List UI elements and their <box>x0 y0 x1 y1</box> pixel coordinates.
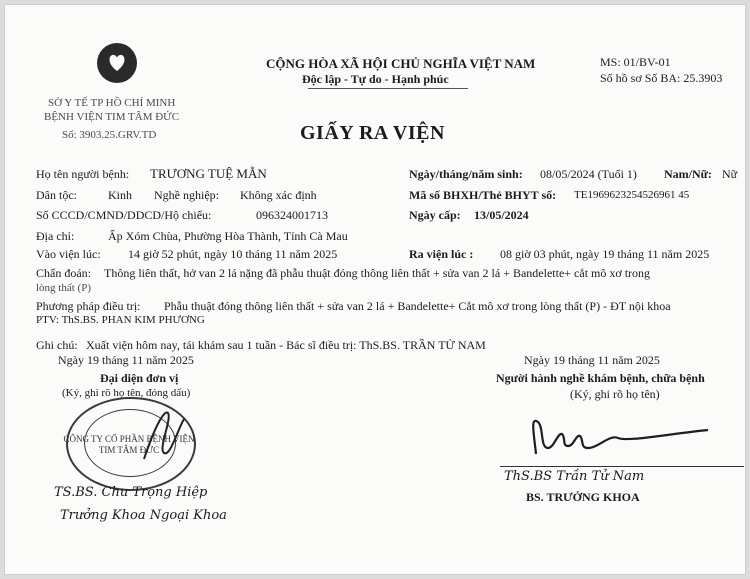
diagnosis-label: Chẩn đoán: <box>36 266 91 280</box>
discharge-paper <box>4 4 746 575</box>
nation-heading: CỘNG HÒA XÃ HỘI CHỦ NGHĨA VIỆT NAM <box>266 56 536 71</box>
ethnic-value: Kinh <box>108 188 132 202</box>
motto: Độc lập - Tự do - Hạnh phúc <box>302 72 449 86</box>
left-sign-date: Ngày 19 tháng 11 năm 2025 <box>58 353 194 367</box>
insurance-value: TE1969623254526961 45 <box>574 189 690 201</box>
sex-value: Nữ <box>722 167 738 181</box>
issue-date-label: Ngày cấp: <box>409 208 461 222</box>
job-value: Không xác định <box>240 188 317 202</box>
id-value: 096324001713 <box>256 208 328 222</box>
heart-logo-icon <box>96 42 138 84</box>
page-title: GIẤY RA VIỆN <box>300 122 445 144</box>
address-label: Địa chỉ: <box>36 229 75 243</box>
record-number: Số hồ sơ Số BA: 25.3903 <box>600 71 723 85</box>
right-sign-title: Người hành nghề khám bệnh, chữa bệnh <box>496 371 705 385</box>
right-signature-mark <box>518 404 718 466</box>
discharge-label: Ra viện lúc : <box>409 247 474 261</box>
left-signer-name: TS.BS. Chu Trọng Hiệp <box>54 485 208 500</box>
left-signer-role: Trưởng Khoa Ngoại Khoa <box>60 508 227 523</box>
insurance-label: Mã số BHXH/Thẻ BHYT số: <box>409 188 557 202</box>
name-label: Họ tên người bệnh: <box>36 167 130 181</box>
admit-label: Vào viện lúc: <box>36 247 101 261</box>
org-line-1: SỞ Y TẾ TP HỒ CHÍ MINH <box>48 97 176 109</box>
job-label: Nghề nghiệp: <box>154 188 219 202</box>
org-line-2: BỆNH VIỆN TIM TÂM ĐỨC <box>44 111 180 123</box>
ethnic-label: Dân tộc: <box>36 188 77 202</box>
discharge-value: 08 giờ 03 phút, ngày 19 tháng 11 năm 2025 <box>500 247 710 261</box>
sex-label: Nam/Nữ: <box>664 167 712 181</box>
dob-value: 08/05/2024 (Tuổi 1) <box>540 167 637 181</box>
document-number: Số: 3903.25.GRV.TD <box>62 129 157 141</box>
method-label: Phương pháp điều trị: <box>36 299 141 313</box>
admit-value: 14 giờ 52 phút, ngày 10 tháng 11 năm 2025 <box>128 247 338 261</box>
diagnosis-value: Thông liên thất, hở van 2 lá nặng đã phẫu thuật đóng thông liên thất + sửa van 2 lá + Bandelette+ cắt mô xơ trong <box>104 266 651 280</box>
note-label: Ghi chú: <box>36 338 78 352</box>
stamp-text: CÔNG TY CỔ PHẦN BỆNH VIỆN TIM TÂM ĐỨC <box>63 434 195 455</box>
right-signer-role: BS. TRƯỞNG KHOA <box>526 490 640 504</box>
name-value: TRƯƠNG TUỆ MẪN <box>150 166 267 181</box>
method-continued: PTV: ThS.BS. PHAN KIM PHƯƠNG <box>36 314 205 326</box>
issue-date-value: 13/05/2024 <box>474 208 529 222</box>
id-label: Số CCCD/CMND/DDCD/Hộ chiếu: <box>36 208 212 222</box>
motto-underline <box>308 88 468 89</box>
right-signer-name: ThS.BS Trần Tử Nam <box>504 469 645 484</box>
address-value: Ấp Xóm Chùa, Phường Hòa Thành, Tỉnh Cà Mau <box>108 229 348 243</box>
form-code: MS: 01/BV-01 <box>600 55 671 69</box>
dob-label: Ngày/tháng/năm sinh: <box>409 167 523 181</box>
method-value: Phẫu thuật đóng thông liên thất + sửa van 2 lá + Bandelette+ Cắt mô xơ trong lòng thất (P) - ĐT nội khoa <box>164 299 671 313</box>
signature-line <box>500 466 744 467</box>
left-sign-subtitle: (Ký, ghi rõ họ tên, đóng dấu) <box>62 387 191 399</box>
left-sign-title: Đại diện đơn vị <box>100 371 179 385</box>
diagnosis-continued: lòng thất (P) <box>36 282 91 294</box>
right-sign-date: Ngày 19 tháng 11 năm 2025 <box>524 353 660 367</box>
note-value: Xuất viện hôm nay, tái khám sau 1 tuần - Bác sĩ điều trị: ThS.BS. TRẦN TỬ NAM <box>86 338 486 352</box>
left-signature-mark <box>134 399 194 469</box>
right-sign-subtitle: (Ký, ghi rõ họ tên) <box>570 387 660 401</box>
